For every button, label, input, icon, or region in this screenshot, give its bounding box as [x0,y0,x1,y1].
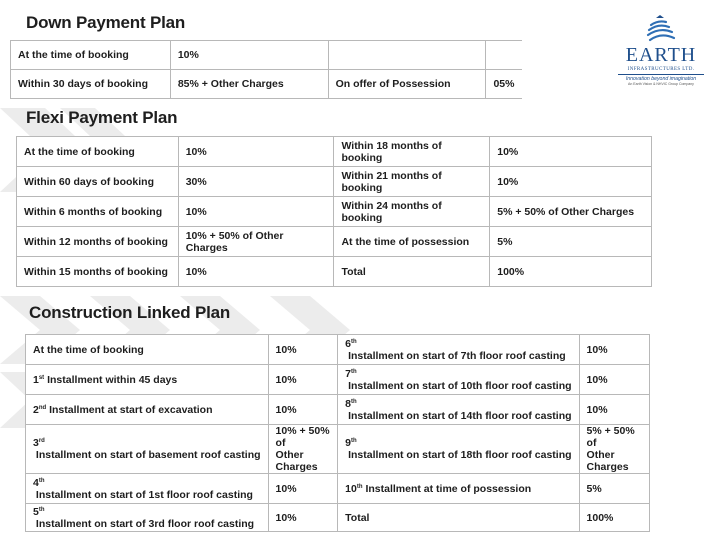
table-row [26,474,650,504]
table-cell: 5% + 50% of Other Charges [490,197,652,227]
ordinal-suffix: th [356,483,363,490]
amount-line: 10% + 50% of [275,425,330,449]
amount-line: 10% [275,403,297,416]
flexi-payment-table [16,136,652,287]
installment-label: Installment on start of 1st floor roof casting [33,488,253,501]
table-row [26,504,650,532]
installment-label: Total [345,511,370,524]
table-cell: 85% + Other Charges [170,70,328,99]
installment-number: 1 [33,373,39,386]
table-cell [268,335,338,365]
down-payment-table [10,40,522,99]
table-row [17,197,652,227]
construction-linked-title: Construction Linked Plan [29,303,231,322]
table-cell [26,474,269,504]
table-row [11,41,523,70]
installment-number: 9 [345,437,352,449]
amount-line: 10% [275,482,297,495]
ordinal-suffix: th [351,438,357,444]
amount-line: 10% [586,343,608,356]
installment-label: Installment on start of 18th floor roof casting [345,449,572,461]
table-cell: Within 24 months of booking [334,197,490,227]
table-cell [26,395,269,425]
logo-tagline: Innovation beyond imagination [618,74,704,82]
table-cell: At the time of booking [17,137,179,167]
amount-line: 10% [586,373,608,386]
flexi-payment-title: Flexi Payment Plan [26,108,178,127]
table-row [17,137,652,167]
table-cell [579,425,649,474]
logo-tagline-secondary: An Earth Vision & NHVIC Group Company [628,82,694,86]
ordinal-suffix: th [38,506,45,513]
installment-label: Installment on start of 3rd floor roof casting [33,517,255,530]
installment-label: Installment on start of 10th floor roof casting [345,379,572,392]
table-cell [579,504,649,532]
table-cell: Total [334,257,490,287]
table-cell [579,395,649,425]
table-cell: Within 30 days of booking [11,70,171,99]
amount-line: Other Charges [275,449,318,473]
table-cell [579,335,649,365]
ordinal-suffix: th [351,338,357,345]
table-cell [268,504,338,532]
table-row [26,365,650,395]
table-row [26,425,650,474]
table-cell: Within 18 months of booking [334,137,490,167]
ordinal-suffix: th [351,368,357,375]
ordinal-suffix: nd [38,404,47,411]
table-cell [26,335,269,365]
installment-number: 4 [33,476,39,489]
table-cell [268,425,338,474]
amount-line: 5% [586,482,602,495]
table-cell [486,41,522,70]
amount-line: 10% [275,511,297,524]
table-cell: 30% [178,167,334,197]
table-cell: On offer of Possession [328,70,486,99]
table-row [17,257,652,287]
table-cell [338,365,579,395]
wave-emblem-icon [616,14,706,46]
table-cell [26,504,269,532]
table-cell: 10% [178,257,334,287]
table-cell [268,474,338,504]
table-cell [268,395,338,425]
table-cell [579,365,649,395]
amount-line: 10% [275,343,297,356]
amount-line: 10% [275,373,297,386]
table-cell: Within 12 months of booking [17,227,179,257]
installment-number: 5 [33,505,39,518]
installment-label: Installment on start of 7th floor roof casting [345,349,566,362]
installment-number: 8 [345,397,352,410]
table-cell [338,395,579,425]
construction-linked-table [25,334,650,532]
table-row [17,167,652,197]
installment-number: 3 [33,437,39,449]
table-cell [26,365,269,395]
amount-line: 10% [586,403,608,416]
table-cell [338,335,579,365]
table-cell: 05% [486,70,522,99]
table-cell: Within 21 months of booking [334,167,490,197]
logo-name: EARTH [625,44,697,66]
table-cell: 10% [178,137,334,167]
installment-number: 10 [345,482,357,495]
down-payment-title: Down Payment Plan [26,13,186,32]
table-row [26,395,650,425]
amount-line: 100% [586,511,614,524]
table-cell: 10% [178,197,334,227]
table-cell: 10% + 50% of Other Charges [178,227,334,257]
installment-number: 2 [33,403,39,416]
table-cell [338,425,579,474]
table-cell [268,365,338,395]
logo-subtitle: INFRASTRUCTURES LTD. [627,67,695,72]
installment-number: 7 [345,367,352,380]
table-cell: 5% [490,227,652,257]
ordinal-suffix: rd [38,438,45,444]
table-cell: At the time of possession [334,227,490,257]
installment-label: Installment at time of possession [362,482,532,495]
table-row [26,335,650,365]
installment-label: Installment on start of 14th floor roof casting [345,409,572,422]
table-cell [338,504,579,532]
table-cell [26,425,269,474]
table-cell: At the time of booking [11,41,171,70]
amount-line: 5% + 50% of [586,425,635,449]
installment-number: 6 [345,337,352,350]
earth-logo [616,14,706,84]
table-cell: 100% [490,257,652,287]
table-cell: 10% [490,167,652,197]
installment-label: Installment at start of excavation [46,403,213,416]
table-cell [579,474,649,504]
table-cell [328,41,486,70]
installment-label: Installment on start of basement roof casting [33,449,261,461]
table-row [17,227,652,257]
table-cell: Within 60 days of booking [17,167,179,197]
table-cell: 10% [170,41,328,70]
amount-line: Other Charges [586,449,629,473]
table-cell: 10% [490,137,652,167]
table-row [11,70,523,99]
ordinal-suffix: th [38,477,45,484]
table-cell: Within 15 months of booking [17,257,179,287]
ordinal-suffix: th [351,398,357,405]
ordinal-suffix: st [38,374,45,381]
installment-label: At the time of booking [33,343,144,356]
table-cell: Within 6 months of booking [17,197,179,227]
installment-label: Installment within 45 days [44,373,178,386]
table-cell [338,474,579,504]
